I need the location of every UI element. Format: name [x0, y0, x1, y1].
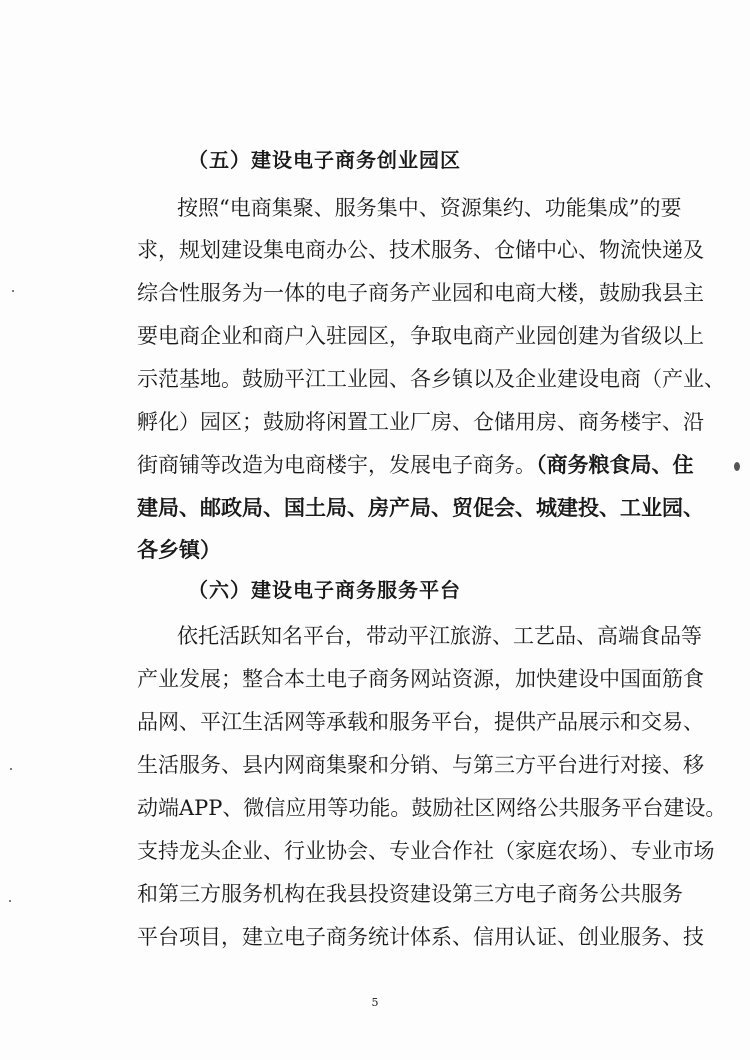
section-6-line-1: 依托活跃知名平台，带动平江旅游、工艺品、高端食品等	[177, 624, 702, 648]
section-5-line-1: 按照“电商集聚、服务集中、资源集约、功能集成”的要	[177, 196, 682, 220]
section-6-line-6: 支持龙头企业、行业协会、专业合作社（家庭农场）、专业市场	[137, 839, 715, 863]
section-6-line-8: 平台项目，建立电子商务统计体系、信用认证、创业服务、技	[137, 925, 704, 949]
section-5-line-7-text: 街商铺等改造为电商楼宇，发展电子商务。	[137, 453, 536, 477]
scan-speck	[12, 290, 14, 292]
section-6-heading: （六）建设电子商务服务平台	[188, 578, 461, 602]
section-5-line-4: 要电商企业和商户入驻园区，争取电商产业园创建为省级以上	[137, 324, 704, 348]
section-6-line-2: 产业发展；整合本土电子商务网站资源，加快建设中国面筋食	[137, 667, 704, 691]
section-5-line-6: 孵化）园区；鼓励将闲置工业厂房、仓储用房、商务楼宇、沿	[137, 410, 704, 434]
responsible-units-end: 各乡镇）	[137, 537, 221, 562]
scan-speck	[9, 900, 11, 902]
section-5-line-2: 求，规划建设集电商办公、技术服务、仓储中心、物流快递及	[137, 238, 704, 262]
section-5-line-7	[137, 450, 694, 480]
section-5-line-3: 综合性服务为一体的电子商务产业园和电商大楼，鼓励我县主	[137, 281, 704, 305]
scan-speck	[10, 768, 12, 770]
section-5-heading: （五）建设电子商务创业园区	[188, 148, 461, 172]
page-number: 5	[371, 996, 379, 1009]
responsible-units-line: 建局、邮政局、国土局、房产局、贸促会、城建投、工业园、	[137, 495, 704, 520]
scan-speck	[734, 462, 740, 471]
section-6-line-3: 品网、平江生活网等承载和服务平台，提供产品展示和交易、	[137, 710, 704, 734]
section-6-line-7: 和第三方服务机构在我县投资建设第三方电子商务公共服务	[137, 882, 683, 906]
responsible-units-start: （商务粮食局、住	[536, 452, 694, 477]
section-6-line-4: 生活服务、县内网商集聚和分销、与第三方平台进行对接、移	[137, 753, 704, 777]
section-6-line-5: 动端APP、微信应用等功能。鼓励社区网络公共服务平台建设。	[137, 796, 727, 820]
section-5-line-5: 示范基地。鼓励平江工业园、各乡镇以及企业建设电商（产业、	[137, 367, 725, 391]
